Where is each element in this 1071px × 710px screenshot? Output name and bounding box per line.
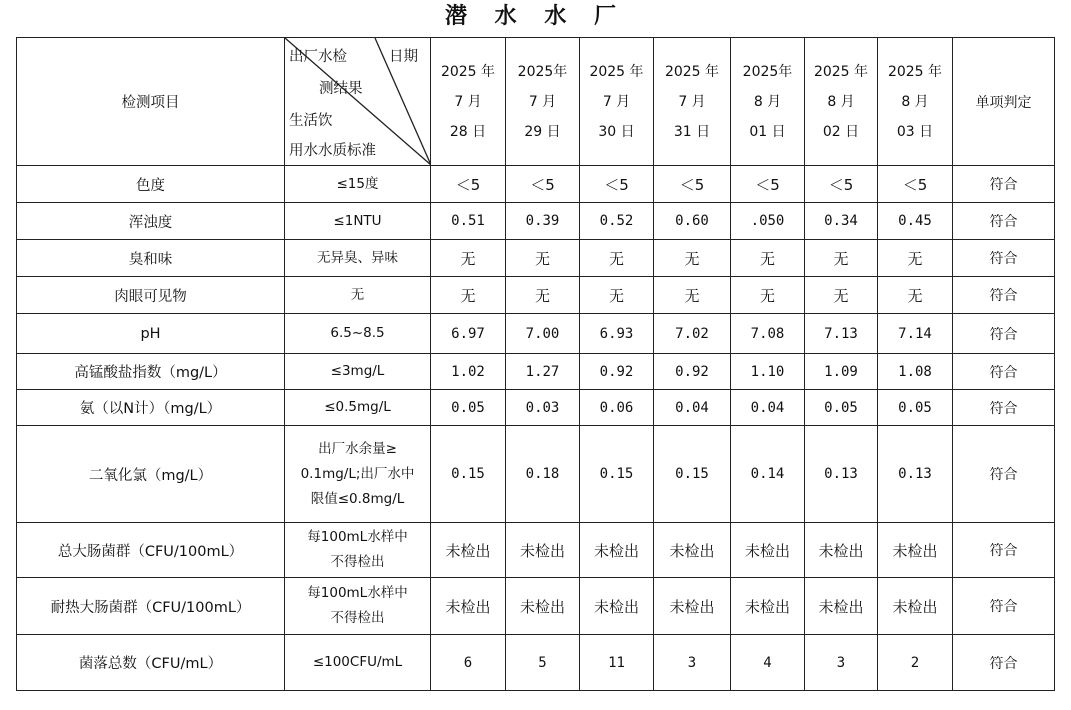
result-value: 0.04 <box>731 390 805 426</box>
result-value: 2 <box>878 635 953 691</box>
judgement-value: 符合 <box>953 578 1055 635</box>
judgement-value: 符合 <box>953 426 1055 523</box>
result-value: ＜5 <box>654 166 731 203</box>
standard-line: ≤15度 <box>336 175 379 192</box>
judgement-value: 符合 <box>953 354 1055 390</box>
result-value: 未检出 <box>878 578 953 635</box>
result-value: 5 <box>506 635 580 691</box>
result-value: 未检出 <box>580 578 654 635</box>
result-value: 0.14 <box>731 426 805 523</box>
standard-limit <box>285 578 431 635</box>
table-row <box>17 426 1055 523</box>
standard-line: 无 <box>350 286 365 303</box>
judgement-value: 符合 <box>953 203 1055 240</box>
result-value: 0.05 <box>431 390 506 426</box>
result-value: 0.92 <box>654 354 731 390</box>
result-value: 无 <box>506 277 580 314</box>
diag-low1: 生活饮 <box>289 113 333 129</box>
result-value: 无 <box>731 277 805 314</box>
result-value: 0.15 <box>431 426 506 523</box>
result-value: 无 <box>731 240 805 277</box>
result-value: 无 <box>805 277 878 314</box>
diag-top-right: 日期 <box>389 49 418 65</box>
standard-limit <box>285 240 431 277</box>
date-header: 2025 年 7 月 31 日 <box>654 38 731 166</box>
page-title: 潜 水 水 厂 <box>445 4 626 29</box>
result-value: 无 <box>654 240 731 277</box>
water-quality-table <box>16 37 1055 691</box>
judgement-value: 符合 <box>953 240 1055 277</box>
standard-line: 出厂水余量≥ <box>318 440 397 457</box>
standard-limit <box>285 635 431 691</box>
result-value: 未检出 <box>506 578 580 635</box>
result-value: ＜5 <box>580 166 654 203</box>
item-name: 臭和味 <box>17 240 285 277</box>
result-value: 0.34 <box>805 203 878 240</box>
item-name: 氨（以N计）（mg/L） <box>17 390 285 426</box>
result-value: 无 <box>805 240 878 277</box>
result-value: 无 <box>506 240 580 277</box>
standard-line: ≤100CFU/mL <box>312 654 403 670</box>
standard-limit <box>285 354 431 390</box>
judgement-value: 符合 <box>953 635 1055 691</box>
result-value: ＜5 <box>506 166 580 203</box>
table-row <box>17 354 1055 390</box>
item-header: 检测项目 <box>17 38 285 166</box>
date-header: 2025 年 8 月 02 日 <box>805 38 878 166</box>
result-value: 0.13 <box>878 426 953 523</box>
item-name: 肉眼可见物 <box>17 277 285 314</box>
result-value: 6 <box>431 635 506 691</box>
item-name: pH <box>17 314 285 354</box>
result-value: ＜5 <box>805 166 878 203</box>
result-value: 6.93 <box>580 314 654 354</box>
result-value: 0.06 <box>580 390 654 426</box>
result-value: 0.04 <box>654 390 731 426</box>
result-value: 0.52 <box>580 203 654 240</box>
result-value: 0.05 <box>805 390 878 426</box>
result-value: 0.03 <box>506 390 580 426</box>
judgement-value: 符合 <box>953 523 1055 578</box>
judgement-value: 符合 <box>953 277 1055 314</box>
result-value: 无 <box>654 277 731 314</box>
standard-limit <box>285 426 431 523</box>
standard-line: ≤1NTU <box>333 212 382 229</box>
result-value: 未检出 <box>654 523 731 578</box>
result-value: 1.02 <box>431 354 506 390</box>
result-value: 无 <box>431 277 506 314</box>
diag-mid: 测结果 <box>319 81 363 97</box>
result-value: 无 <box>580 277 654 314</box>
item-name: 总大肠菌群（CFU/100mL） <box>17 523 285 578</box>
result-value: 未检出 <box>431 523 506 578</box>
result-value: ＜5 <box>878 166 953 203</box>
table-row <box>17 390 1055 426</box>
standard-limit <box>285 277 431 314</box>
result-value: 0.45 <box>878 203 953 240</box>
result-value: 未检出 <box>731 578 805 635</box>
standard-limit <box>285 166 431 203</box>
item-name: 菌落总数（CFU/mL） <box>17 635 285 691</box>
result-value: 6.97 <box>431 314 506 354</box>
diag-top-left: 出厂水检 <box>289 49 347 65</box>
standard-line: 无异臭、异味 <box>317 249 398 266</box>
result-value: ＜5 <box>431 166 506 203</box>
item-name: 色度 <box>17 166 285 203</box>
result-value: 1.09 <box>805 354 878 390</box>
judgement-value: 符合 <box>953 166 1055 203</box>
result-value: 1.08 <box>878 354 953 390</box>
standard-line: 不得检出 <box>330 610 385 626</box>
judgement-value: 符合 <box>953 390 1055 426</box>
result-value: 未检出 <box>878 523 953 578</box>
standard-limit <box>285 314 431 354</box>
result-value: 1.27 <box>506 354 580 390</box>
standard-line: 0.1mg/L;出厂水中 <box>300 465 415 482</box>
result-value: ＜5 <box>731 166 805 203</box>
judgement-value: 符合 <box>953 314 1055 354</box>
result-value: 未检出 <box>731 523 805 578</box>
result-value: 7.14 <box>878 314 953 354</box>
standard-limit <box>285 390 431 426</box>
standard-line: 限值≤0.8mg/L <box>310 490 405 507</box>
result-value: 3 <box>654 635 731 691</box>
result-value: 未检出 <box>506 523 580 578</box>
table-row <box>17 635 1055 691</box>
table-row <box>17 578 1055 635</box>
result-value: 7.08 <box>731 314 805 354</box>
result-value: 7.13 <box>805 314 878 354</box>
result-value: 无 <box>878 240 953 277</box>
standard-limit <box>285 203 431 240</box>
result-value: 0.92 <box>580 354 654 390</box>
result-value: 0.60 <box>654 203 731 240</box>
result-value: 未检出 <box>805 578 878 635</box>
result-value: 0.39 <box>506 203 580 240</box>
result-value: 0.18 <box>506 426 580 523</box>
result-value: 无 <box>431 240 506 277</box>
standard-line: 每100mL水样中 <box>307 529 408 545</box>
date-header: 2025年 8 月 01 日 <box>731 38 805 166</box>
result-value: 未检出 <box>805 523 878 578</box>
result-value: 未检出 <box>431 578 506 635</box>
result-value: 11 <box>580 635 654 691</box>
result-value: 1.10 <box>731 354 805 390</box>
data-rows <box>17 166 1055 691</box>
result-value: 未检出 <box>654 578 731 635</box>
diag-low2: 用水水质标准 <box>289 143 376 159</box>
result-value: 0.15 <box>654 426 731 523</box>
table-row <box>17 523 1055 578</box>
result-value: .050 <box>731 203 805 240</box>
judgement-header: 单项判定 <box>953 38 1055 166</box>
standard-line: 每100mL水样中 <box>307 585 408 601</box>
table-row <box>17 314 1055 354</box>
standard-line: ≤0.5mg/L <box>324 399 391 415</box>
table-row <box>17 203 1055 240</box>
standard-line: 6.5~8.5 <box>330 325 385 341</box>
result-value: 0.15 <box>580 426 654 523</box>
standard-limit <box>285 523 431 578</box>
table-row <box>17 166 1055 203</box>
table-row <box>17 277 1055 314</box>
diagonal-header-cell <box>285 38 431 166</box>
result-value: 7.00 <box>506 314 580 354</box>
table-row <box>17 240 1055 277</box>
result-value: 4 <box>731 635 805 691</box>
standard-line: 不得检出 <box>330 554 385 570</box>
date-header: 2025 年 7 月 28 日 <box>431 38 506 166</box>
item-name: 高锰酸盐指数（mg/L） <box>17 354 285 390</box>
result-value: 无 <box>878 277 953 314</box>
result-value: 3 <box>805 635 878 691</box>
date-header: 2025 年 7 月 30 日 <box>580 38 654 166</box>
item-name: 浑浊度 <box>17 203 285 240</box>
result-value: 0.51 <box>431 203 506 240</box>
result-value: 0.05 <box>878 390 953 426</box>
header-row <box>17 38 1055 166</box>
item-name: 二氧化氯（mg/L） <box>17 426 285 523</box>
result-value: 0.13 <box>805 426 878 523</box>
date-header: 2025年 7 月 29 日 <box>506 38 580 166</box>
date-header: 2025 年 8 月 03 日 <box>878 38 953 166</box>
result-value: 未检出 <box>580 523 654 578</box>
result-value: 无 <box>580 240 654 277</box>
standard-line: ≤3mg/L <box>330 363 385 379</box>
item-name: 耐热大肠菌群（CFU/100mL） <box>17 578 285 635</box>
result-value: 7.02 <box>654 314 731 354</box>
